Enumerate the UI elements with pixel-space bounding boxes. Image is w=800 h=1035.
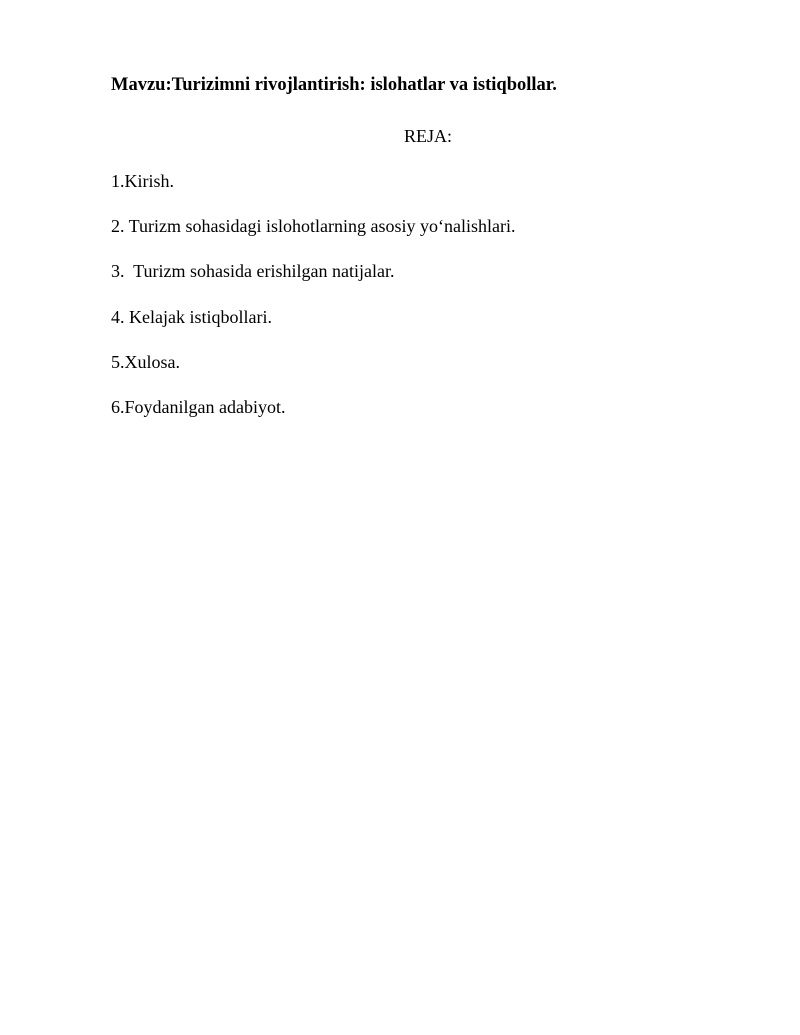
plan-item-conclusion: 5.Xulosa. bbox=[111, 351, 180, 372]
plan-list bbox=[111, 170, 515, 441]
plan-heading: REJA: bbox=[404, 126, 453, 146]
plan-item-future-prospects: 4. Kelajak istiqbollari. bbox=[111, 306, 272, 327]
plan-item-introduction: 1.Kirish. bbox=[111, 171, 174, 191]
plan-item-references: 6.Foydanilgan adabiyot. bbox=[111, 396, 286, 417]
plan-item-results: 3. Turizm sohasida erishilgan natijalar. bbox=[111, 261, 395, 282]
plan-item-reform-directions: 2. Turizm sohasidagi islohotlarning asosiy yo‘nalishlari. bbox=[111, 216, 516, 237]
document-title: Mavzu:Turizimni rivojlantirish: islohatlar va istiqbollar. bbox=[111, 75, 557, 95]
